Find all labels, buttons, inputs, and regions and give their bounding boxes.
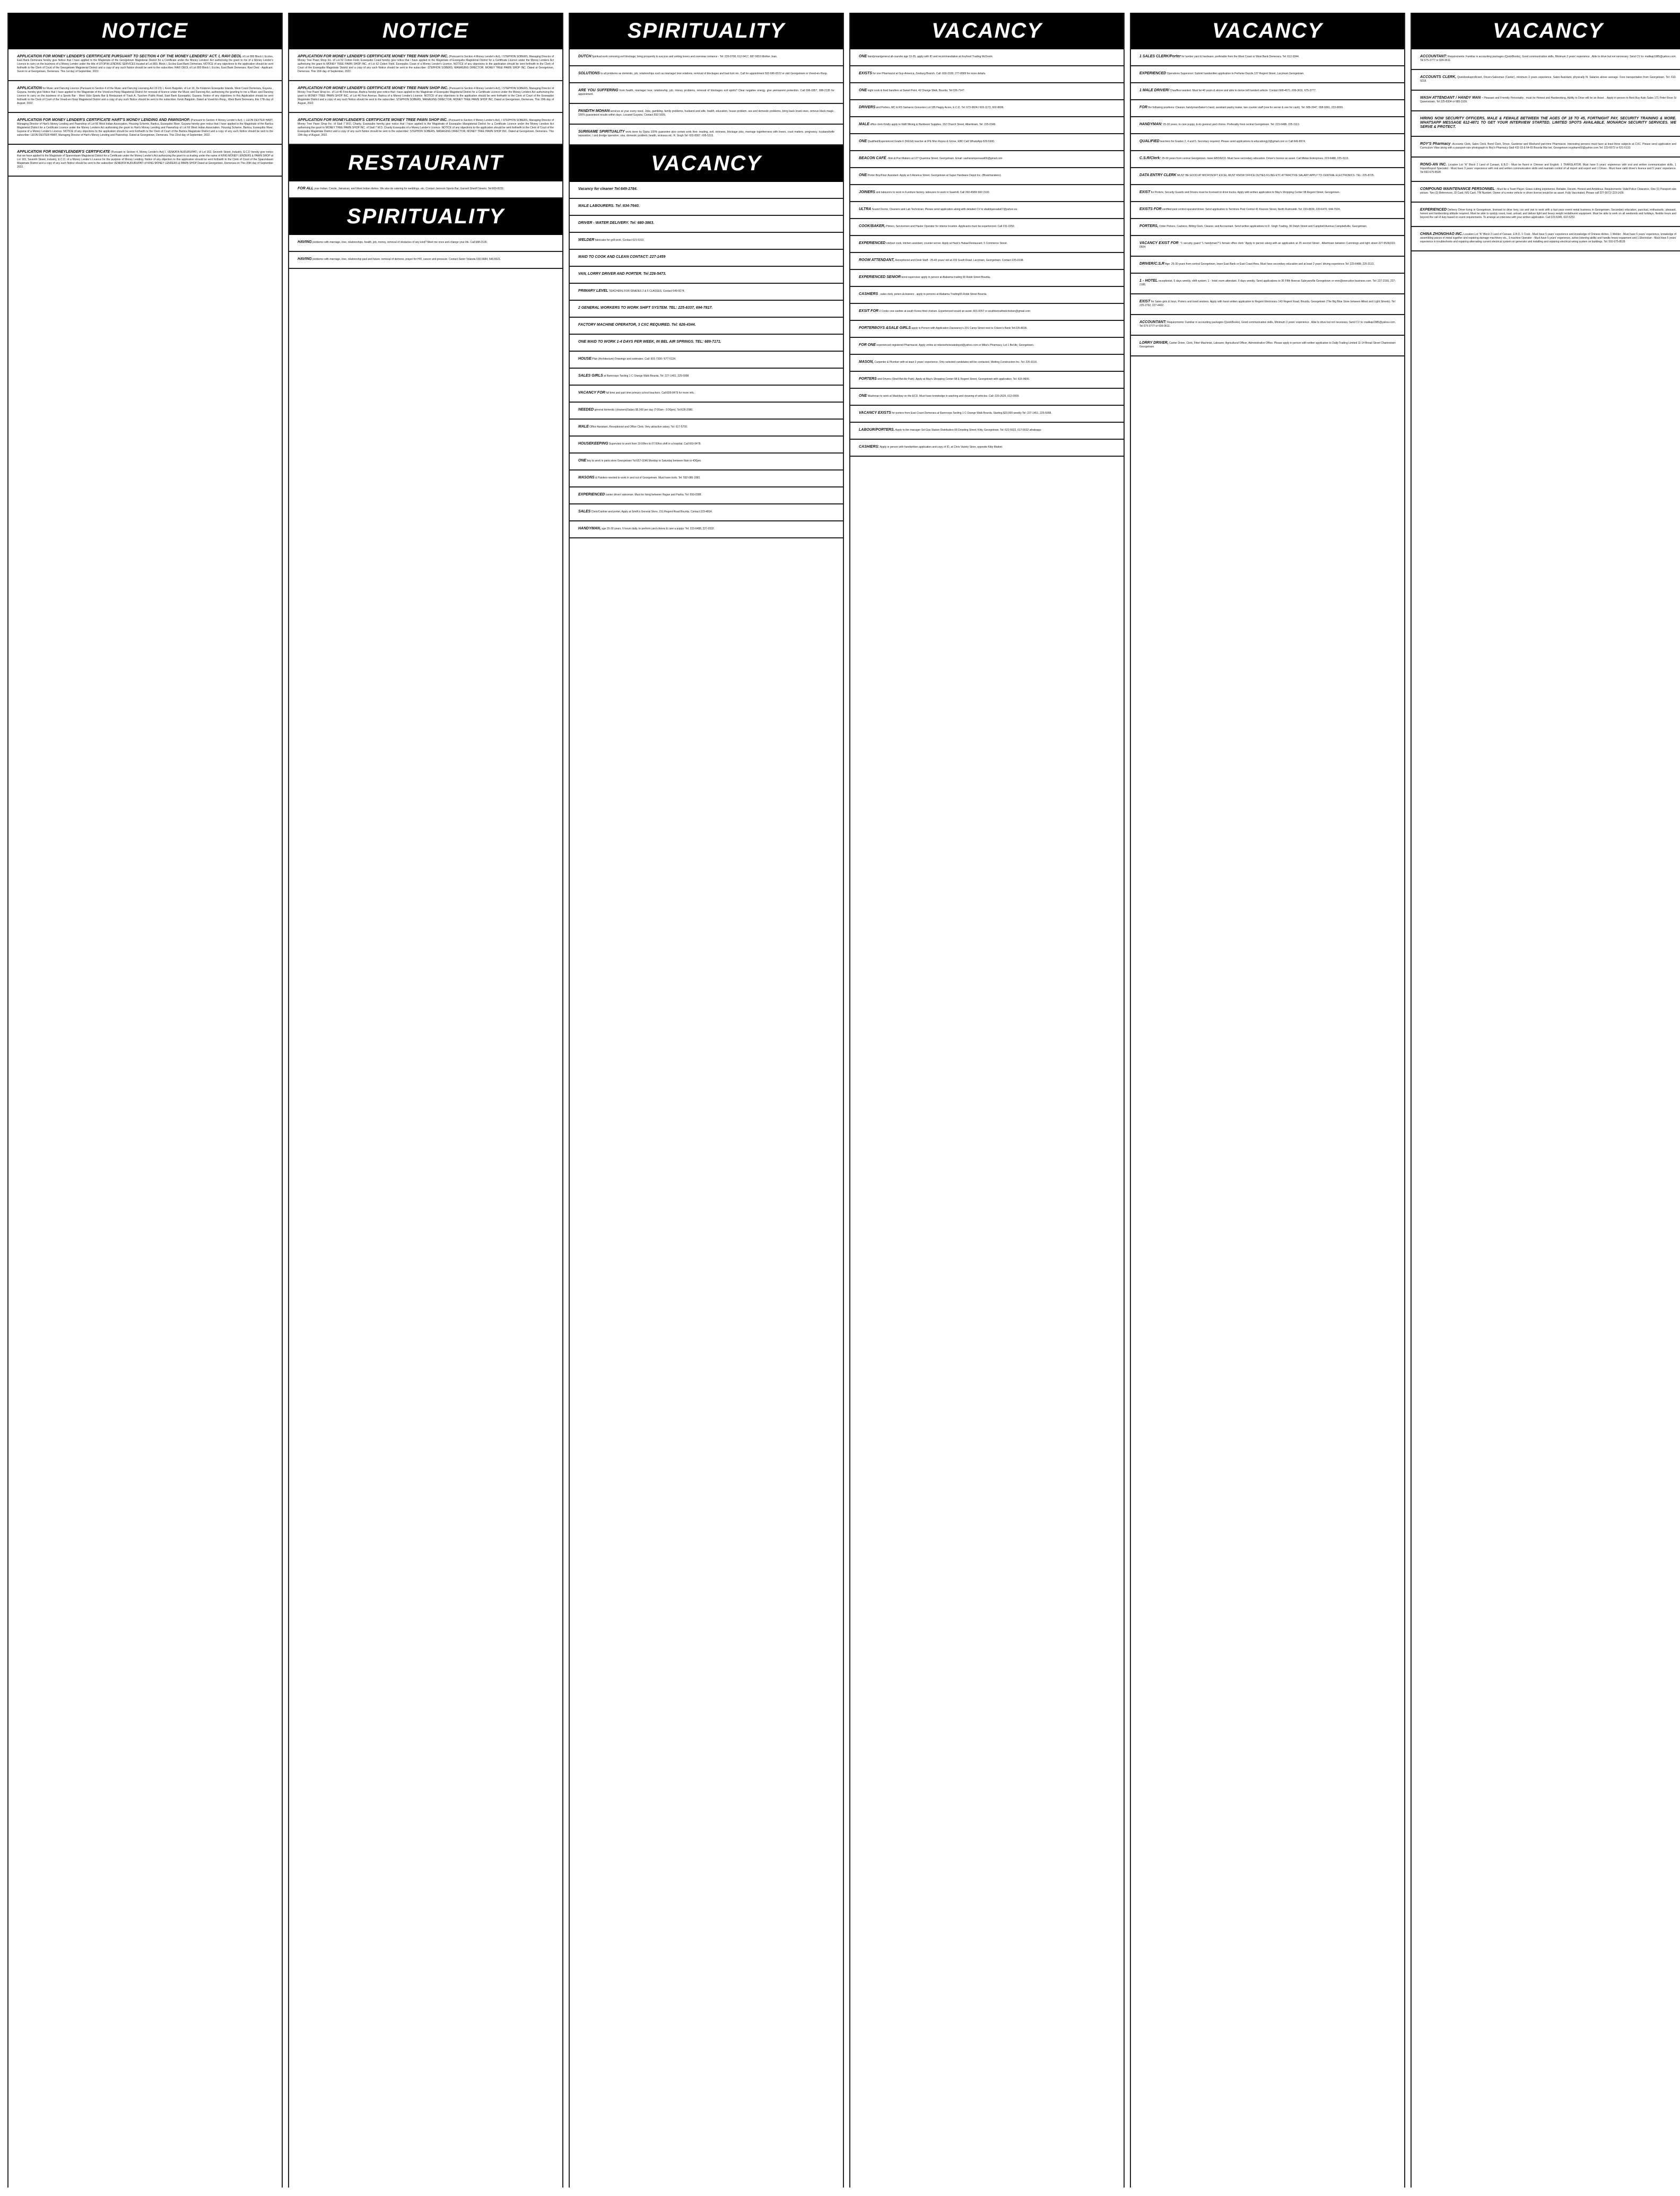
ad-lead: ONE [859, 394, 867, 398]
ad-body: Sound Doctor, Cleaners and Lab Technician. Please send application along with detailed CV to ubaldquesada67@yahoo.es. [872, 208, 1018, 211]
classified-ad [850, 253, 1124, 270]
ad-body: & Painters needed to work in and out of Georgetown. Must have tools. Tel: 592-686-1982. [595, 476, 701, 480]
ad-lead: COMPOUND MAINTENANCE PERSONNEL [1420, 187, 1495, 191]
ad-body: services at your every need. Jobs, gambling, family problems, husband and wife, health, education, house problem, sex and domestic problems, bring back loved ones, remove black magic, 100% guaranteed results within days. Located Guyana. Contact 692-1009. [578, 110, 834, 117]
ad-body: Order Pickers, Cashiers, Billing Clerk, Cleaner, and Accountant. Send written applications to D. Singh Trading, 36 Delph Street and Campbell Avenue,Campbellville, Georgetown. [1159, 225, 1368, 228]
classified-ad [1412, 182, 1680, 203]
ad-lead: FACTORY MACHINE OPERATOR, 3 CXC REQUIRED. Tel: 626-4344. [578, 323, 696, 327]
ad-list [8, 49, 282, 177]
ad-body: Pleasant and Friendly Personality , must be Honest and Hardworking, Ability to Drive will be an Asset .. Apply in person to Best Buy Auto Sales 171 Peter Rose St Queenstown, Tel 225-8304 or 685-3109. [1420, 97, 1676, 103]
classified-ad [8, 81, 282, 113]
ad-body: receptionist, 6 days weekly, shift system; 1 - hotel room attendant. 6 days weekly. Send applications to 95 Fifth Avenue Subryanville Georgetown or eron@executive-business.com. Tel: 227-2199, 227-2186. [1139, 280, 1396, 286]
ad-lead: ACCOUNTANT: [1420, 55, 1447, 58]
classified-ad [570, 521, 843, 538]
ad-lead: ONE [859, 55, 867, 58]
classified-ad [8, 49, 282, 81]
classified-ad [850, 100, 1124, 117]
ad-body: general domestic (cleaners)Salary $5,000 per day (7:00am - 5:00pm). Tel:626-2080. [594, 408, 693, 412]
ad-lead: APPLICATION FOR MONEYLENDER'S CERTIFICATE MONEY TREE PAWN SHOP INC. [298, 118, 448, 122]
ad-lead: DATA ENTRY CLERK [1139, 173, 1177, 177]
ad-lead: ONE MAID TO WORK 1-4 DAYS PER WEEK, IN BEL AIR SPRINGS. TEL: 689-7171. [578, 340, 721, 344]
ad-body: 2 Cooks one cashier at south Korea fried chicken. Experienced would an asset. 601-0057 or southkoreafriedchicken@gmail.com [879, 310, 1031, 313]
ad-body: of Lot 800 Block I, Eccles, East Bank Demerara hereby give Notice that I have applied to the Magistrate of the Georgetown Magisterial District for a Certificate under the Money Lenders' Act authorising the grant to me of a Money Lender's Licence to carry on the business of a Money Lender under the title of UTOPIA LENDING SERVICES located at Lot 800, Block I, Eccles East Bank Demerara. NOTICE of any objections to the application should be sent forthwith to the Clerk of Court of the Georgetown Magisterial District and a copy of any such Notice should be sent to the subscriber, RAVI DEOL of Lot 800 Block I, Eccles, East Bank Demerara. Ravi Deol - Applicant. Sworn to at Georgetown, Demerara. This 1st day of September, 2022. [17, 55, 274, 73]
classified-ad [289, 113, 562, 145]
classified-ad [570, 250, 843, 267]
classified-ad [289, 252, 562, 269]
ad-body: Supervisor to work from 19:00hrs to 07:00hrs shift in a hospital. Call 660-9478. [608, 442, 701, 446]
section-header: NOTICE [289, 13, 562, 49]
ad-body: 25-30 years from central Georgetown, lower EBD/ECD. Must have secondary education. Driver's licence an asset. Call Midas Enterprises, 223-6488, 225-3113. [1161, 157, 1349, 160]
classified-ad [570, 437, 843, 454]
ad-lead: MASONS [578, 476, 595, 480]
ad-lead: HAVING [298, 257, 312, 261]
ad-lead: APPLICATION [17, 86, 42, 90]
ad-lead: VACANCY EXISTS [859, 411, 891, 415]
ad-lead: ACCOUNTANT: [1139, 320, 1167, 324]
ad-lead: FOR ONE [859, 343, 876, 347]
classified-ad [1131, 202, 1404, 219]
ad-body: experienced registered Pharmacist. Apply online at mikeswholesaledepot@yahoo.com or Mike's Pharmacy, Lot 1 Bel Air, Georgetown. [876, 344, 1034, 347]
ad-body: to all problems as domestic, job, relationships such as marriage/ love relations, removal of blockages and bad luck etc. Call for appointment 592-696-8222 or visit Georgetown or Vreed-en-Hoop. [600, 72, 828, 75]
classified-ad [570, 318, 843, 335]
ad-list [289, 181, 562, 198]
classified-ad [570, 104, 843, 125]
classified-ad [850, 151, 1124, 168]
ad-body: problems with marriage, love, relationship past and future, removal of demons, prayer for HIV, cancer and pressure. Contact Sister Yolanda 630-6684, 646-8321. [312, 258, 501, 261]
ad-body: for one Pharmacist at Guy-America, Zeeburg Branch. Call: 660-2100, 277-0589 for more details. [873, 72, 986, 75]
classified-ad [570, 420, 843, 437]
ad-lead: SOLUTIONS [578, 72, 600, 75]
classified-ad [8, 145, 282, 177]
ad-body: boy to work in parts store Georgetown Tel:657-0246 Monday to Saturday between 8am to 430pm. [587, 459, 702, 463]
classified-ad [570, 267, 843, 284]
ad-body: night cook & food handlers at Sweet Point, 42 Orange Walk, Bourda. Tel:226-7147. [867, 89, 965, 92]
ad-lead: NEEDED [578, 408, 594, 412]
ad-body: :"1 security guard "1 handyman?"1 female office clerk "Apply in person along with an application at 25 second Street , Alberttown between Cummings and light street 227-5536/223-0504. [1139, 242, 1396, 249]
ad-body: age 20-30 years, 5 hours daily, to perform yard chores & care a puppy. Tel: 223-6488, 227-0332. [602, 527, 715, 530]
ad-lead: Vacancy for cleaner Tel:649-1784. [578, 187, 638, 191]
classifieds-page [7, 13, 1677, 2188]
ad-body: for lumber yard & hardware, preferable from the West Coast or West Bank Demerara. Tel: 612-9344. [1181, 55, 1300, 58]
ad-lead: HOUSE [578, 357, 591, 361]
ad-lead: APPLICATION FOR MONEY LENDER'S CERTIFICATE MONEY TREE PAWN SHOP INC. [298, 86, 448, 90]
classified-ad [570, 125, 843, 145]
ad-body: fabricator for grill work. Contact 621-5310. [595, 239, 645, 242]
ad-body: teachers for Grades 2, 4 and 5. Secretary required. Please send applications to educationgy3@gmail.com or Call:649-8974. [1160, 140, 1306, 143]
ad-body: Delivery Driver living in Georgetown, licensed to drive lorry, car and van to work with a fast pace event rental business in Georgetown. Secondary education, punctual, enthusiastic, pleasant, honest and hardworking attitude required. Must be able to quickly count, load, unload, and deliver light and heavy weight rental/event equipment. Must be able to work on all weekends and holidays, flexible hours and beyond the call of duty based on event requirements. To arrange an interview with your written application. Call 223-5345, 622-5252. [1420, 208, 1676, 219]
ad-lead: JOINERS [859, 190, 875, 194]
ad-body: Requirements: Familiar in accounting packages (QuickBooks), Good communication skills, Minimum 3 years' experience , Able to drive but not necessary. Send CV to: malikap1985@yahoo.com. Tel 675-3777 or 699-3611. [1420, 55, 1676, 62]
ad-lead: PANDITH MOHAN [578, 109, 610, 113]
ad-lead: SALES [578, 510, 591, 513]
classified-ad [850, 185, 1124, 202]
classified-ad [850, 168, 1124, 185]
ad-lead: APPLICATION FOR MONEY LENDER'S CERTIFICATE MONEY TREE PAWN SHOP INC. [298, 55, 448, 58]
ad-lead: EXSIT FOR [859, 309, 878, 313]
ad-lead: MAID TO COOK AND CLEAN CONTACT: 227-1459 [578, 255, 666, 259]
ad-lead: ONE [859, 173, 867, 177]
ad-body: Spiritual work removing evil blockage, bring prosperity & success and uniting lovers and overseas romance - Tel: 220-0708, 612-6417, 687-5653 Mother Joan. [591, 55, 778, 58]
ad-body: Clerk/Cashier and porter, Apply at Smith's General Store, 151 Regent Road Bourda. Contact 223-4814. [591, 510, 713, 513]
ad-lead: BEACON CAFÉ [859, 156, 886, 160]
ad-lead: CASHIERS [859, 292, 878, 296]
ad-lead: ROOM ATTENDANT, [859, 258, 895, 262]
classified-ad [850, 440, 1124, 457]
ad-lead: PORTERS, [1139, 224, 1159, 228]
ad-lead: ARE YOU SUFFERING [578, 89, 619, 92]
ad-body: full time and part time primary school teachers. Call:699-8479 for more info. [606, 391, 695, 395]
ad-body: Age: 25-30 years from central Georgetown, lower East Bank or East Coast Area. Must have secondary education and at least 2 years' driving experience Tel: 223-6488, 225-3113. [1165, 263, 1374, 266]
section-header: SPIRITUALITY [289, 198, 562, 235]
ad-body: (Pursuant to Section 4 Money Lender's Act), I, LEON DEXTER HART, Managing Director of Hart's Money Lending and Pawnshop of Lot 66 West Indian Association, Housing Scheme, Bartica, Essequibo River, Guyana hereby give notice that I have applied to the Magistrate of the Bartica Magisterial District for a Certificate Licence under the Money Lenders Act authorising the grant to Hart's Money Lending and Pawnshop of Lot 66 West Indian Association, Housing Scheme, Bartica, Essequibo River, Guyana of a Money Lender's Licence. NOTICE of any objections to the application should be sent forthwith to the Clerk of Court of the Bartica Magistrate District and a copy of any such Notice should be sent to the subscriber: LEON DEXTER HART, Managing Director of Hart's Money Lending and Pawnshop. Dated at Georgetown, Demerara. This 22nd day of September, 2022. [17, 119, 273, 137]
ad-lead: EXPERIENCED [1420, 208, 1447, 212]
ad-body: (Pursuant to Section 4 Money Lender's Act), I STEPHON SOBERS, Managing Director of Money Tree Pawn Shop Inc. of Lot 46 First Avenue, Bartica hereby give notice that I have applied to the Magistrate of Essequibo Magisterial District for a Certificate Licence under the Money Lenders Act authorising the grant to MONEY TREE PAWN SHOP INC. of Lot 46 First Avenue, Bartica of a Money Lender's Licence. NOTICE of any objections to the application should be sent forthwith to the Clerk of Court of the Essequibo Magistrate District and a copy of any such Notice should be sent to the subscriber: STEPHON SOBERS, MANAGING DIRECTOR, MONEY TREE PAWN SHOP INC. Dated at Georgetown, Demerara. This 19th day of August, 2022. [298, 87, 554, 105]
ad-body: at Ramroops Tarding 1 C Orange Walk Bourda. Tel: 227-1451, 225-5998 [604, 374, 689, 378]
ad-lead: ONE [859, 89, 867, 92]
classified-ad [850, 287, 1124, 304]
ad-body: Plan (Architecture) Drawings and estimates. Call: 601-7399 / 677-5124. [592, 358, 676, 361]
ad-body: for Music and Dancing Licence (Pursuant to Section 4 of the Music and Dancing Licensing Act 23:23) I, Kevin Balgobin, of Lot 16, De Kinderen Essequibo Islands, West Coast Demerara, Guyana , Guyana, hereby give Notice that I have applied to the Magistrate of the Vreed-en-Hoop Magisterial District for renewal of licence under the Music and Dancing Act, authorising the granting to me a Music and Dancing Licence to carry on the business of a Sports Bar - West Vybz Sports Bar & Restaurant of Track A, Tuschen Public Road, East Bank Essequibo, Guyana. Notice of any objections to this Application should be sent forthwith to the Clerk of Court of the Vreed-en-Hoop Magisterial District and a copy of any such Notice should be sent to the subscriber, Kevin Balgobin. Dated at Vreed-En-Hoop,, West Bank Demerara, this 17th day of August, 2022. [17, 87, 274, 105]
ad-body: from health, marriage/ love, relationship, job, money problems, removal of blockages evil spirits? Clear negative energy, give permanent protection. Call 696-1857, 688-2135 for appointment. [578, 89, 834, 96]
ad-lead: EXISTS [859, 72, 872, 75]
ad-body: Apply in person with handwritten application and copy of ID, at Chris Variety Store, opposite Kitty Market. [880, 446, 1003, 449]
classified-ad [850, 389, 1124, 406]
ad-lead: VAN, LORRY DRIVER AND PORTER. Tel 226-5473. [578, 272, 666, 276]
classified-ad [850, 338, 1124, 355]
ad-lead: DRIVER - WATER DELIVERY. Tel: 680-3863. [578, 221, 655, 225]
ad-lead: PRIMARY LEVEL [578, 289, 608, 293]
classified-ad [570, 504, 843, 521]
classified-ad [1131, 151, 1404, 168]
ad-lead: EXPERIENCED [859, 241, 886, 245]
ad-lead: MASON, [859, 360, 874, 364]
ad-body: Carpenter & Plumber with at least 3 years' experience. Only selected candidates will be contacted. Weiting Construction Inc. Tel: 226-6116. [874, 361, 1038, 364]
ad-lead: MALE [859, 123, 869, 126]
classified-ad [850, 355, 1124, 372]
classified-ad [850, 202, 1124, 219]
ad-lead: RONG-AN INC. [1420, 163, 1447, 167]
ad-lead: HANDYMAN: [1139, 123, 1163, 126]
ad-lead: ACCOUNTS CLERK, [1420, 75, 1457, 79]
classified-ad [570, 369, 843, 386]
classified-ad [850, 372, 1124, 389]
classified-ad [289, 181, 562, 198]
classified-ad [1131, 257, 1404, 274]
classified-ad [850, 134, 1124, 151]
ad-lead: EXIST [1139, 190, 1151, 194]
ad-body: Location Lot "A" Block 2 Land of Canaan, E.B.D. 1 Cook - Must have 5 years' experience and knowledge of Chinese dishes, 1 Welder - Must have 5 years' experience, knowledge of assembling pieces of metal together and repairing damage machinery etc., 3 machine Operator - Must have 5 years' experience, active listening ability and handle heavy equipment and 1 Electrician - Must have 5 years' experience in troubleshoots and repairing alternating current electrical system on generator and installing and repairing electrical wiring system on buildings. Tel: 592-675-8528 [1420, 233, 1677, 243]
ad-lead: APPLICATION FOR MONEY LENDER'S CERTIFICATE PURSUANT TO SECTION 4 OF THE MONEY LENDERS' ACT. I, RAVI DEOL [17, 55, 242, 58]
ad-lead: ULTRA [859, 207, 872, 211]
column-5 [1130, 13, 1405, 2188]
classified-ad [570, 352, 843, 369]
classified-ad [289, 235, 562, 252]
ad-body: -Accounts Clerk, Sales Clerk, Bond Clerk, Driver, Gardener and Weekend part-time Pharmacist. Interesting persons must have at least three subjects at CXC. Please send application and Curriculum Vitae along with a passport-size photograph to Roy's Pharmacy Stall #32-33 & 64-65 Bourda Mar ket, Georgetown.roypharm03@yahoo.com.Tel: 223-6072 or 621-5133. [1420, 143, 1676, 150]
ad-lead: ROY'S Pharmacy [1420, 142, 1451, 146]
ad-lead: SALES GIRLS [578, 374, 603, 378]
column-4 [849, 13, 1125, 2188]
ad-body: and labourers to work in Furniture factory. labourers to work in Sawmill. Call 260-4580/ 660 2100. [876, 191, 990, 194]
ad-body: and Drivers (Shell Bel-Air Park). Apply at May's Shopping Center 98 E Regent Street, Georgetown with application. Tel: 615-9606. [877, 378, 1030, 381]
column-6 [1411, 13, 1680, 2188]
ad-body: your Indian, Creole, Jamaican, and West Indian dishes. We also do catering for weddings, etc. Contact Jamrock Sports Bar, Garnett Sheriff Streets. Tel:609-8233. [314, 187, 504, 190]
classified-ad [850, 219, 1124, 236]
ad-body: Chauffeur wanted. Must be 40 years & above and able to derive left handed vehicle. Contact 668-4671, 699-3611, 675-3777. [1170, 89, 1317, 92]
ad-lead: MALE LABOURERS. Tel :634-7640. [578, 204, 640, 208]
ad-lead: 1 MALE DRIVER/ [1139, 89, 1170, 92]
classified-ad [1131, 100, 1404, 117]
ad-body: Porter Boy/Floor Assistant. Apply at 6 America Street, Georgetown at Super Hardware Depot Inc. (Bhaichandeen). [867, 174, 1002, 177]
ad-body: and Porters, MC & RS Samaroo Groceries Lot 185 Happy Acres, E.C.D. Tel: 673-3824,/ 603-1173, 602-8696. [876, 106, 1004, 109]
section-header: VACANCY [850, 13, 1124, 49]
classified-ad [850, 270, 1124, 287]
classified-ad [1412, 91, 1680, 111]
ad-body: Quickbooksproficient, Driver+Salesman (Canter), minimum 3 years experience, Sales Assistant, physically fit. Salaries above average. Free transportation from Georgetown. Tel: 613-9218. [1420, 76, 1677, 83]
ad-body: Apply to the manager Sol Gas Station Distribution 09 Dowding Street, Kitty, Georgetown. Tel: 622-5922, 617-5632 whatsapp. [895, 429, 1042, 432]
classified-ad [850, 236, 1124, 253]
ad-body: Canter Driver, Clerk, Fitter Machinist, Labourer, Agricultural Officer, Administrative Office. Please apply in person with written application to Dalip Trading Limited 11-14 Broad Street Charlestown Georgetown. [1139, 342, 1396, 348]
ad-lead: CASHIERS: [859, 445, 880, 449]
section-header: VACANCY [1412, 13, 1680, 49]
ad-lead: EXISTS FOR [1139, 207, 1162, 211]
column-3 [569, 13, 844, 2188]
classified-ad [1131, 66, 1404, 83]
classified-ad [1131, 117, 1404, 134]
ad-body: certified pest control operator/driver. Send application to Terminex Pest Control 41 Kissoon Street, North Ruimveldt. Tel: 220-0839, 220-6470, 644-7024. [1162, 208, 1340, 211]
classified-ad [850, 406, 1124, 423]
section-header: RESTAURANT [289, 145, 562, 181]
ad-body: Qualified/Experienced Grade 6 (NGSA) teacher at IPE Mon Repos & Grove, EBD Call/ WhatsApp 629-5300. [867, 140, 995, 143]
ad-body: 25-30 years, to care puppy, & do general yard chores. Preferably from central Georgetown. Tel: 223-6488, 225-3113. [1163, 123, 1300, 126]
ad-lead: FOR ALL [298, 187, 314, 190]
ad-body: problems with marriage, love, relationships, health, job, money, removal of obstacles of any kind? Meet me once and change your life. Call 688-2135. [312, 241, 488, 244]
ad-body: Operations Supervisor: Submit handwritten application to Perfume Dazzle,137 Regent Street, Lacytown,Gerogetown. [1167, 72, 1304, 75]
ad-lead: PORTERBOYS &SALE GIRLS [859, 326, 911, 330]
classified-ad [850, 304, 1124, 321]
ad-lead: DRIVER/C.S.R [1139, 262, 1165, 266]
classified-ad [570, 284, 843, 301]
ad-body: (Pursuant to Section 4 Money Lender's Act), I STEPHON SOBERS, Managing Director of Money Tree Pawn Shop Inc. of Lot 52 Cotton Field, Essequibo Coast hereby give notice that I have applied to the Magistrate of Essequibo Magisterial District for a Certificate Licence under the Money Lenders Act authorising the grant to MONEY TREE PAWN SHOP INC. of Lot 52 Cotton Field, Essequibo Coast of a Money Lender's Licence. NOTICE of any objections to the application should be sent forthwith to the Clerk of Court of the Essequibo Magistrate District and a copy of any such Notice should be sent to the subscriber: STEPHON SOBERS, MANAGING DIRECTOR, MONEY TREE PAWN SHOP INC. Dated at Georgetown, Demerara. This 15th day of September, 2022. [298, 55, 554, 73]
classified-ad [8, 113, 282, 145]
classified-ad [289, 81, 562, 113]
classified-ad [1131, 83, 1404, 100]
classified-ad [570, 216, 843, 233]
classified-ad [570, 199, 843, 216]
classified-ad [289, 49, 562, 81]
ad-lead: ONE [859, 140, 867, 143]
ad-body: Requirements: Familiar in accounting packages (QuickBooks), Good communication skills, Minimum 3 years' experience , Able to drive but not necessary. Send CV to: malikap1985@yahoo.com. Tel 675-3777 or 699-3611. [1139, 321, 1396, 328]
classified-ad [570, 487, 843, 504]
section-header: VACANCY [570, 145, 843, 182]
ad-lead: DUTCH [578, 55, 591, 58]
ad-lead: WELDER [578, 238, 595, 242]
ad-body: for Sales girls & boys, Porters and bond workers. Apply with hand written application to Regent Electronics 143 Regent Road, Bourda, Georgetown (The Big Blue Store between Albert and Light Streets). Tel: 225-2792, 227-4402. [1139, 300, 1396, 307]
ad-lead: FOR [1139, 106, 1147, 109]
ad-body: the following positions: Cleaner, handyman/baker's hand, assistant pastry maker, two counter staff (one for server & one for cash). Tel: 689-3947, 658-9361, 223-8099. [1148, 106, 1344, 109]
classified-ad [1412, 158, 1680, 182]
classified-ad [1412, 70, 1680, 91]
ad-body: Office Assistant, Receptionist and Office Clerk. Very attractive salary. Tel: 617-5700. [589, 425, 688, 429]
classified-ad [1131, 274, 1404, 294]
classified-ad [1131, 236, 1404, 257]
classified-ad [570, 403, 843, 420]
ad-lead: 1 - HOTEL [1139, 279, 1158, 283]
classified-ad [850, 83, 1124, 100]
ad-lead: HAVING [298, 240, 312, 244]
classified-ad [570, 301, 843, 318]
ad-body: work done by Djuka 100% guarantee also certain work free- reading, evil, sickness, blockage jobs, marriage togetherness with lovers, court matters, pregnancy, husband/wife separation, I and dredge operation, visa, domestic problem, health, sickness etc. R. Singh Tel: 602-8997, 695-5315. [578, 130, 834, 137]
ad-lead: EXPERIENCED [578, 493, 605, 496]
ad-body: bond supervisor apply in person at Alabama trading 65 Robb Street Bourda. [901, 276, 991, 279]
ad-body: (Pursuant to Section 4 Money Lender's Act), I STEPHON SOBERS, Managing Director of Money Tree Pawn Shop Inc. of Stall 7 W.D, Charity, Essequibo hereby give notice that I have applied to the Magistrate of Essequibo Mangisterial District for a Certificate Licence under the Money Lenders Act authorising the grant to MONEY TREE PAWN SHOP INC. of Stall 7 W.D. Charity Essequibo of a Money Lender's Licence. NOTICE of any objections to the application should be sent forthwith to the Clerk of Court of the Essequibo Magistrate District and a copy of any such Notice should be sent to the subscriber: STEPHON SOBERS, MANAGING DIRECTOR, MONEY TREE PAWN SHOP INC. Dated at Georgetown, Demerara. This 19th day of August, 2022. [298, 119, 554, 137]
ad-body: roti/puri cook, kitchen assistant, counter server. Apply at Hack's Halaal Restaurant, 5 Commerce Street. [886, 242, 1008, 245]
classified-ad [850, 423, 1124, 440]
ad-list [570, 182, 843, 538]
classified-ad [570, 83, 843, 104]
ad-lead: APPLICATION FOR MONEYLENDER'S CERTIFICATE [17, 150, 110, 154]
ad-lead: COOK/BAKER, [859, 224, 885, 228]
classified-ad [570, 335, 843, 352]
classified-ad [1131, 294, 1404, 315]
ad-body: handyman/general all-rounder age 19-25, apply with ID and recommendation at Keyfood Trading McDoom. [867, 55, 994, 58]
ad-lead: EXPERIENCED SENIOR [859, 275, 901, 279]
ad-body: Washman to work at Washbay on the ECD. Must have knowledge in washing and cleaning of vehicles. Call: 220-2626, 612-0909. [867, 395, 1020, 398]
ad-body: Pitmen, Servicemen and Hauler Operator for interior location. Applicants must be experienced. Call 231-2250. [886, 225, 1015, 228]
column-1 [7, 13, 283, 2188]
classified-ad [850, 49, 1124, 66]
classified-ad [570, 454, 843, 470]
classified-ad [850, 66, 1124, 83]
ad-lead: ONE [578, 459, 587, 463]
classified-ad [1412, 49, 1680, 70]
ad-body: office clerk Kindly apply to K&B Mining & Hardware Supplies, 152 Church Street, Alberttown, Tel: 225-0349. [870, 123, 996, 126]
ad-lead: EXPERIENCED [1139, 72, 1167, 75]
ad-lead: VACANCY FOR [578, 391, 605, 395]
ad-lead: C.S.R/Clerk: [1139, 156, 1161, 160]
ad-body: for Porters, Security Guards and Drivers must be licensed to drive trucks. Apply with written application to May's Shopping Center 98 Regent Street, Georgetown. [1151, 191, 1340, 194]
ad-lead: 1 SALES CLERK/Porter [1139, 55, 1181, 58]
ad-list [289, 235, 562, 269]
ad-lead: HOUSEKEEPING [578, 442, 608, 446]
ad-list [1412, 49, 1680, 251]
ad-body: - Roti & Puri Makers at 127 Quamina Street, Georgetown. Email: sasharampersaud06@gmail.com [886, 157, 1003, 160]
ad-lead: LORRY DRIVER, [1139, 341, 1169, 345]
ad-lead: EXIST [1139, 300, 1151, 303]
ad-lead: PORTERS [859, 377, 877, 381]
ad-lead: HANDYMAN, [578, 527, 601, 530]
ad-lead: VACANCY EXIST FOR [1139, 241, 1179, 245]
classified-ad [850, 117, 1124, 134]
ad-body: for porters from East Coast Demerara at Ramroops Tarding 1 C Orange Walk Bourda. Starting $20,000 weekly Tel: 227-1451, 225-5998. [892, 412, 1052, 415]
ad-lead: APPLICATION FOR MONEY LENDER'S CERTIFICATE HART'S MONDY LENDING AND PAWNSHOP. [17, 118, 190, 122]
ad-body: - Must be a Team Player, Grass cutting experience, Reliable, Decent, Honest and Ambitious. Requirements: Valid Police Clearance, One (1) Passport size picture. Two (2) References, ID Card, NIS Card, TIN Number. Owner of a motor vehicle or driver license would be an asset. Fully Vaccinated. Please call 227-5072/ 223-1439. [1420, 188, 1676, 195]
ad-lead: CHINA ZHONGHAO INC. [1420, 232, 1463, 236]
ad-list [570, 49, 843, 145]
classified-ad [850, 321, 1124, 338]
ad-lead: 2 GENERAL WORKERS TO WORK SHIFT SYSTEM. TEL: 225-6337, 694-7817. [578, 306, 713, 310]
ad-lead: QUALIFIED [1139, 140, 1160, 143]
ad-list [289, 49, 562, 145]
ad-body: Location Lot "A" Block 2 Land of Canaan, E.B.D - Must be fluent in Chinese and English. 1 TRANSLATOR. Must have 5 years' experience with oral and written communication skills, 1 Import/Export Specialist - Must have 3 years' experience with oral and written communication skills and maintain control of all import and export and 1 Driver-. Must have valid driver's licence and 5 years' experience. Tel:592-675-8528 [1420, 163, 1676, 174]
ad-lead: WASH ATTENDANT / HANDY MAN - [1420, 96, 1483, 100]
section-header: NOTICE [8, 13, 282, 49]
classified-ad [570, 233, 843, 250]
classified-ad [1412, 203, 1680, 227]
ad-list [850, 49, 1124, 457]
section-header: SPIRITUALITY [570, 13, 843, 49]
classified-ad [570, 66, 843, 83]
classified-ad [1412, 227, 1680, 251]
column-2 [288, 13, 563, 2188]
classified-ad [1131, 185, 1404, 202]
ad-lead: DRIVERS [859, 106, 876, 109]
ad-body: TEACHERS FOR GRADES 2 & 5 CLASSES. Contact 649-9174. [608, 290, 685, 293]
classified-ad [570, 470, 843, 487]
section-header: VACANCY [1131, 13, 1404, 49]
ad-lead: LABOUR/PORTERS. [859, 428, 895, 432]
classified-ad [1131, 49, 1404, 66]
classified-ad [1412, 111, 1680, 137]
ad-body: , sales clerk, poters &cleaners . apply in persons at Alabama Trading65 Robb Street Bourda [878, 293, 987, 296]
classified-ad [1131, 219, 1404, 236]
classified-ad [1131, 168, 1404, 185]
classified-ad [1131, 315, 1404, 336]
ad-body: (Pursuant to Section 4, Money Lender's Act) I, VENKATA NUDURUPATI, of Lot 163, Seventh Street, Industry, E.C.D hereby give notice that we have applied to the Magistrate of Sparendaam Magisterial District for a Certificate under the Money Lender's Act authorizing the grant to us trading under the name of KING MONEY LENDERS & PAWN SHOP at Lot 163, Seventh Street, Industry, E.C.D, of a Money Lender's Licence for the purpose of Money Lending. Notice of any objection to this application should be sent forthwith to the Clerk of Court of the Sparendaam Magistrate District and a copy of any such Notice should be sent to the subscriber VENKATA NUDURUPATI of KING MONEY LENDERS & PAWN SHOP Dated at Georgetown, Demerara on This 20th day of September 2022. [17, 151, 274, 169]
ad-body: MUST BE GOOD AT MICROSOFT EXCEL MUST KNOW OFFICE DUTIES FILING ETC ATTRACTIVE SALARY APPLY TO CENTRAL ELECTRONICS .TEL: 225-8725. [1177, 174, 1374, 177]
ad-body: Receptionist and Desk Staff - 25-45 years' old at 233 South Road, Lacytown, Georgetown. Contact 225-0198. [895, 259, 1024, 262]
ad-body: apply in Person with Application Daswaney's 201 Camp Street next to Citizen's Bank Tel:225-8036. [911, 327, 1028, 330]
ad-lead: HIRING NOW SECURITY OFFICERS, MALE & FEMALE BETWEEN THE AGES OF 18 TO 45, FORTNIGHT PAY, SECURITY TRAINING & MORE. WHATSAPP MESSAGE 612-4871 TO GET YOUR INTERVIEW STARTED. LIMITED SPOTS AVAILABLE. MONARCH SECURITY SERVICES. WE SERVE & PROTECT. [1420, 117, 1676, 129]
classified-ad [1412, 137, 1680, 158]
classified-ad [1131, 336, 1404, 356]
ad-list [1131, 49, 1404, 356]
ad-body: canter driver/ salesman. Must be living between Hague and Parika. Tel: 693-0388. [605, 493, 702, 496]
ad-lead: MALE [578, 425, 589, 429]
ad-lead: SURINAME SPIRITUALITY [578, 130, 625, 134]
classified-ad [570, 182, 843, 199]
classified-ad [1131, 134, 1404, 151]
classified-ad [570, 386, 843, 403]
classified-ad [570, 49, 843, 66]
